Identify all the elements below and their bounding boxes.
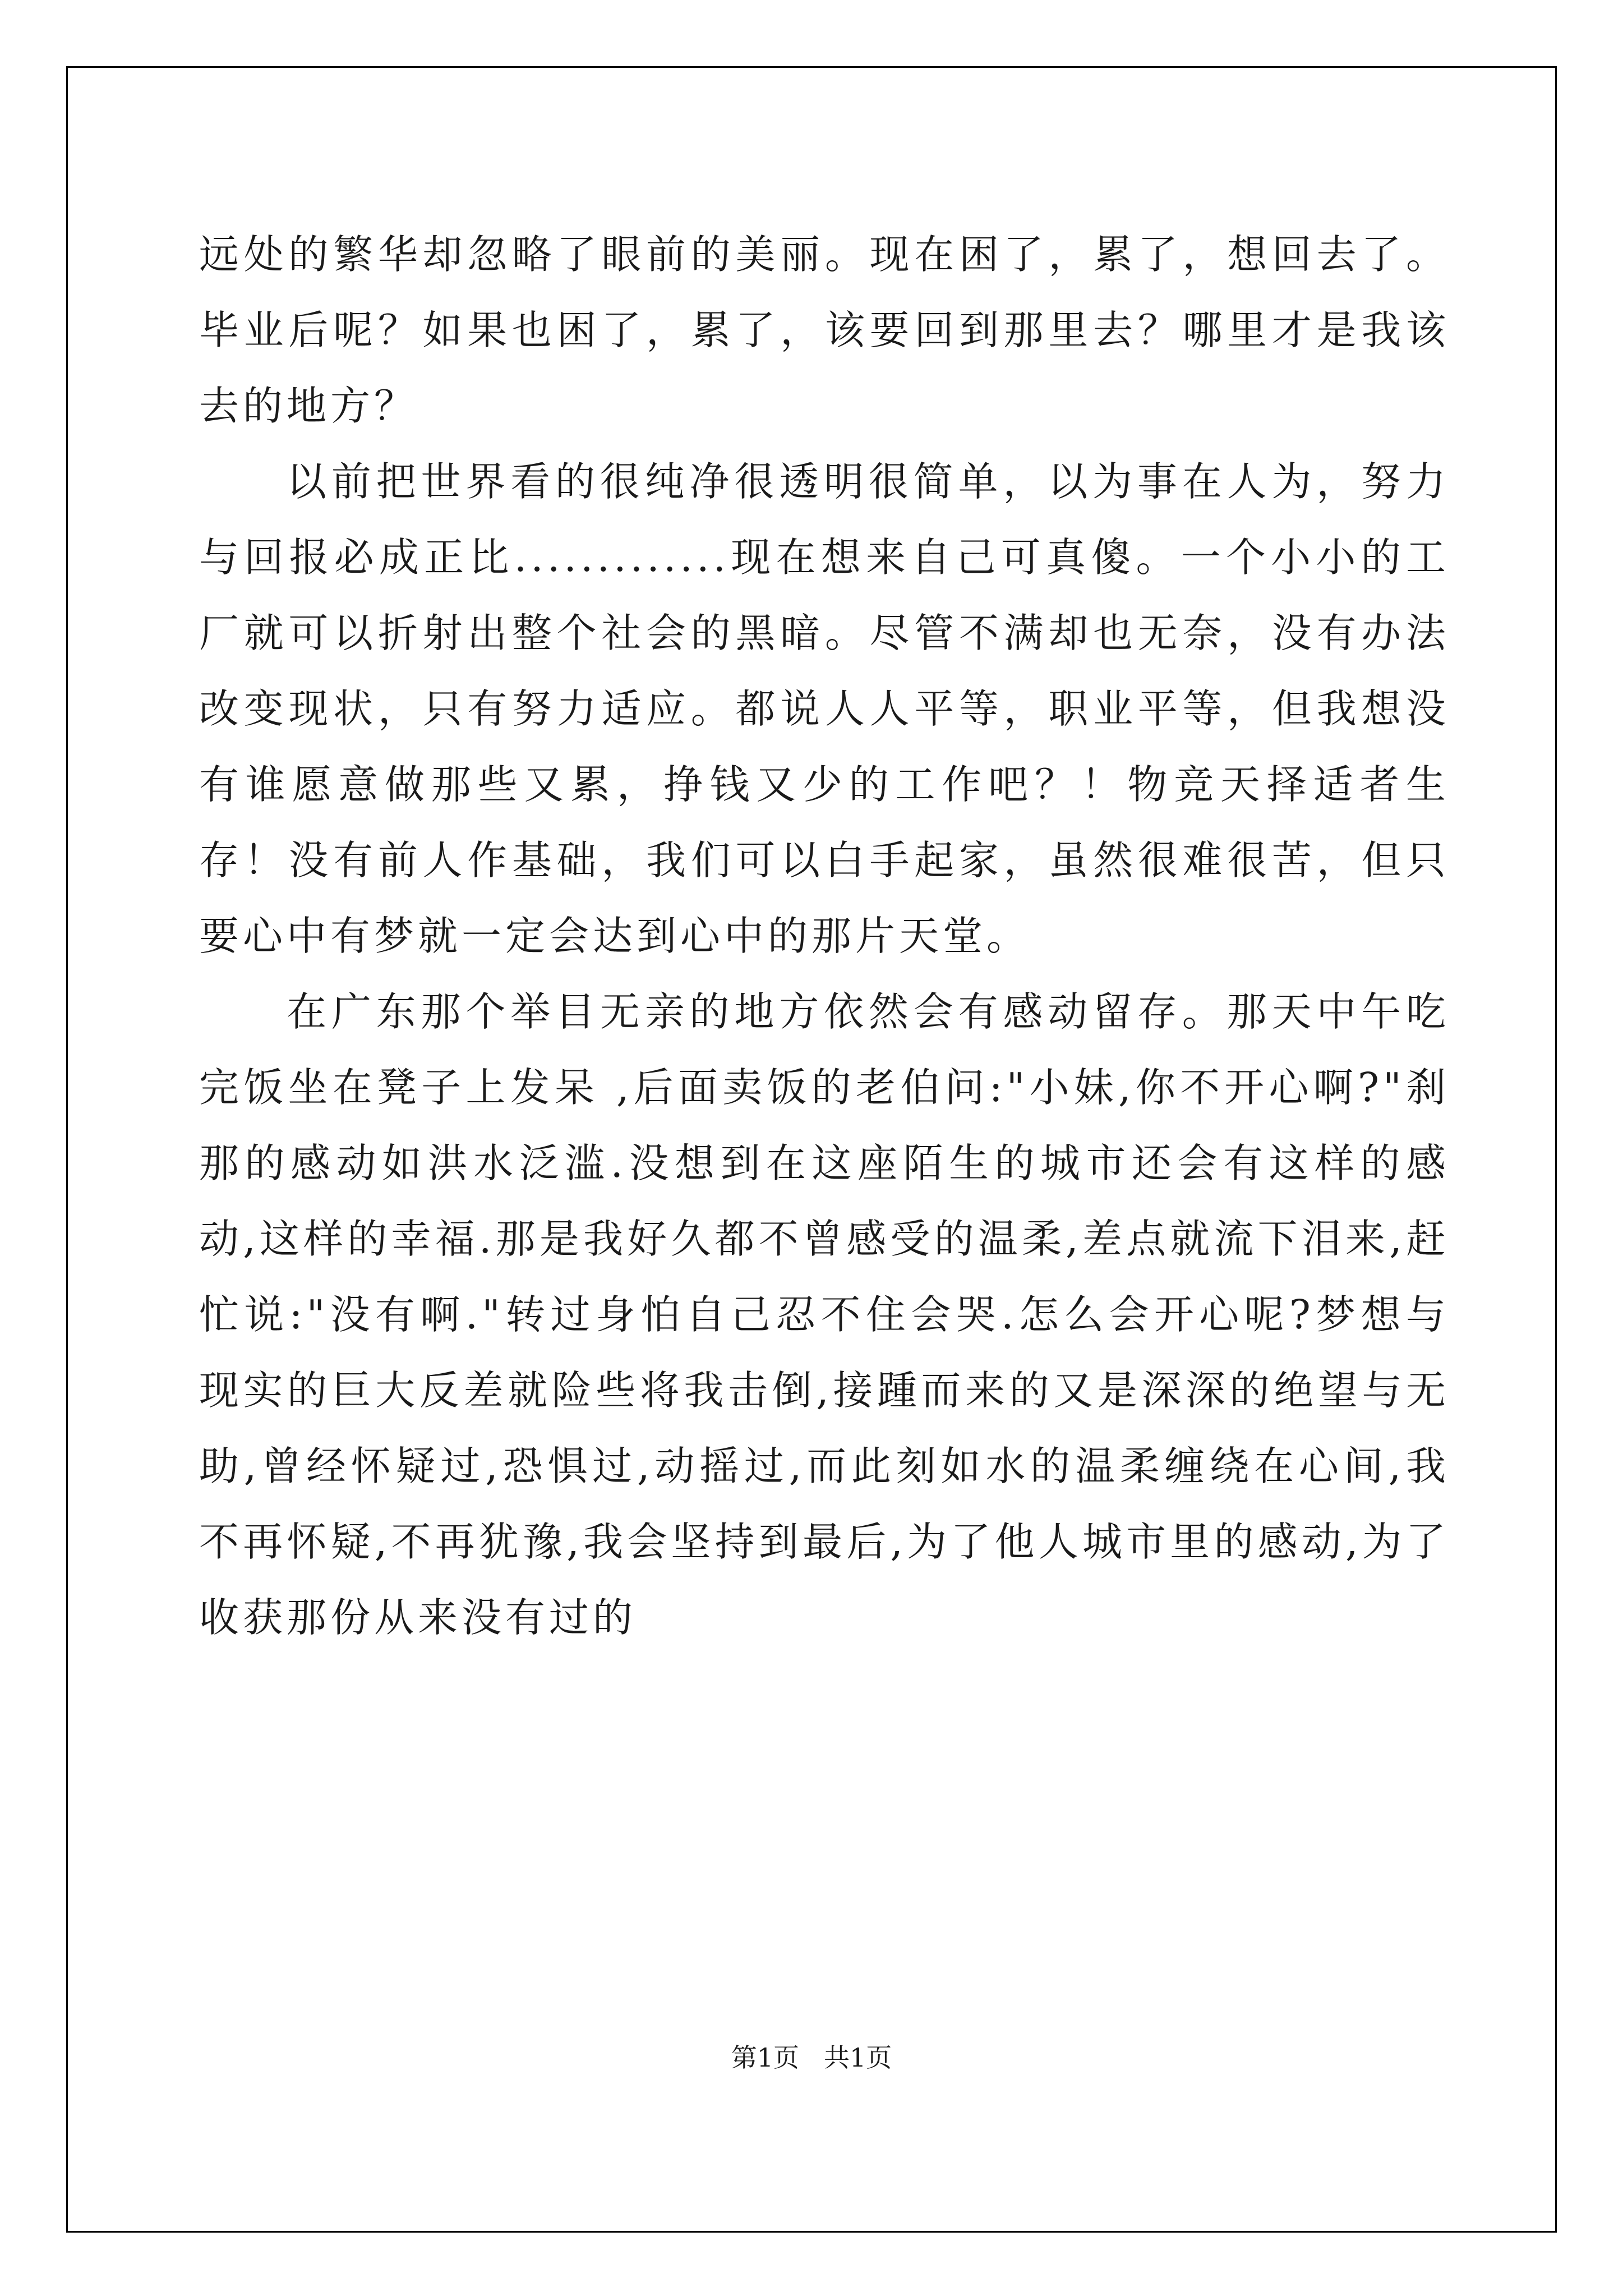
paragraph-3: 在广东那个举目无亲的地方依然会有感动留存。那天中午吃完饭坐在凳子上发呆 ,后面卖饭的老伯问:"小妹,你不开心啊?"刹那的感动如洪水泛滥.没想到在这座陌生的城市还会有这样的感动,这样的幸福.那是我好久都不曾感受的温柔,差点就流下泪来,赶忙说:"没有啊."转过身怕自己忍不住会哭.怎么会开心呢?梦想与现实的巨大反差就险些将我击倒,接踵而来的又是深深的绝望与无助,曾经怀疑过,恐惧过,动摇过,而此刻如水的温柔缠绕在心间,我不再怀疑,不再犹豫,我会坚持到最后,为了他人城市里的感动,为了收获那份从来没有过的 (199, 988, 1450, 1641)
paragraph-1: 远处的繁华却忽略了眼前的美丽。现在困了，累了，想回去了。毕业后呢？如果也困了，累了，该要回到那里去？哪里才是我该去的地方？ (199, 231, 1450, 429)
page-number: 第1页 (731, 2042, 800, 2073)
paragraph-2: 以前把世界看的很纯净很透明很简单，以为事在人为，努力与回报必成正比.............现在想来自己可真傻。一个小小的工厂就可以折射出整个社会的黑暗。尽管不满却也无奈，没有办法改变现状，只有努力适应。都说人人平等，职业平等，但我想没有谁愿意做那些又累，挣钱又少的工作吧？！物竞天择适者生存！没有前人作基础，我们可以白手起家，虽然很难很苦，但只要心中有梦就一定会达到心中的那片天堂。 (199, 458, 1450, 959)
page-total: 共1页 (823, 2042, 892, 2073)
page-footer (0, 2037, 1623, 2074)
document-body (199, 217, 1450, 1655)
